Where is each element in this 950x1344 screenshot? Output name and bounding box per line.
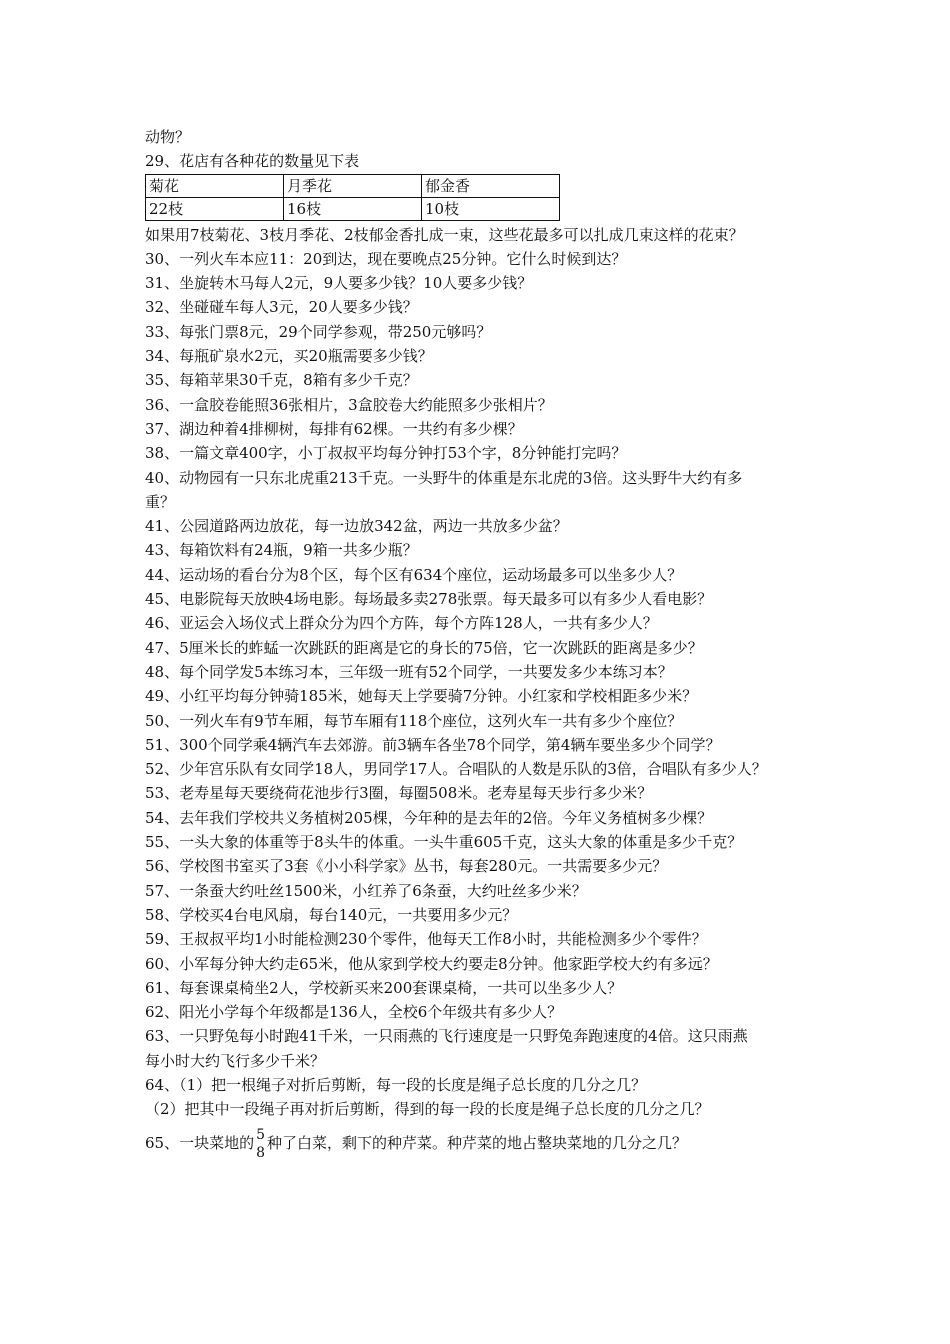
table-cell: 22枝 xyxy=(146,197,284,220)
question-line: （2）把其中一段绳子再对折后剪断，得到的每一段的长度是绳子总长度的几分之几？ xyxy=(145,1100,710,1119)
question-line: 56、学校图书室买了3套《小小科学家》丛书，每套280元。一共需要多少元？ xyxy=(145,857,668,876)
question-line: 49、小红平均每分钟骑185米，她每天上学要骑7分钟。小红家和学校相距多少米？ xyxy=(145,687,698,706)
question-line: 58、学校买4台电风扇，每台140元，一共要用多少元？ xyxy=(145,905,518,924)
table-header-cell: 郁金香 xyxy=(422,174,560,197)
question-line: 60、小军每分钟大约走65米，他从家到学校大约要走8分钟。他家距学校大约有多远？ xyxy=(145,954,718,973)
question-list xyxy=(145,223,825,1122)
fraction xyxy=(256,1126,265,1162)
question-line: 如果用7枝菊花、3枝月季花、2枝郁金香扎成一束，这些花最多可以扎成几束这样的花束？ xyxy=(145,225,744,244)
worksheet-content xyxy=(145,125,825,1162)
question-line: 33、每张门票8元，29个同学参观，带250元够吗？ xyxy=(145,322,492,341)
question-line: 45、电影院每天放映4场电影。每场最多卖278张票。每天最多可以有多少人看电影？ xyxy=(145,590,713,609)
question-line: 40、动物园有一只东北虎重213千克。一头野牛的体重是东北虎的3倍。这头野牛大约有多 xyxy=(145,468,743,487)
question-line: 54、去年我们学校共义务植树205棵，今年种的是去年的2倍。今年义务植树多少棵？ xyxy=(145,808,713,827)
continued-question-tail: 动物？ xyxy=(145,128,191,146)
table-cell: 16枝 xyxy=(284,197,422,220)
question-line: 53、老寿星每天要绕荷花池步行3圈，每圈508米。老寿星每天步行多少米？ xyxy=(145,784,653,803)
question-65 xyxy=(145,1126,825,1162)
question-line: 61、每套课桌椅坐2人，学校新买来200套课桌椅，一共可以坐多少人？ xyxy=(145,978,623,997)
question-line: 52、少年宫乐队有女同学18人，男同学17人。合唱队的人数是乐队的3倍，合唱队有多少人？ xyxy=(145,760,767,779)
question-line: 47、5厘米长的蚱蜢一次跳跃的距离是它的身长的75倍，它一次跳跃的距离是多少？ xyxy=(145,638,703,657)
question-line: 59、王叔叔平均1小时能检测230个零件，他每天工作8小时，共能检测多少个零件？ xyxy=(145,930,707,949)
fraction-numerator: 5 xyxy=(256,1126,266,1143)
question-29-title: 29、花店有各种花的数量见下表 xyxy=(145,152,360,171)
question-line: 46、亚运会入场仪式上群众分为四个方阵，每个方阵128人，一共有多少人？ xyxy=(145,614,658,633)
question-line: 48、每个同学发5本练习本，三年级一班有52个同学，一共要发多少本练习本？ xyxy=(145,662,673,681)
question-65-suffix: 种了白菜，剩下的种芹菜。种芹菜的地占整块菜地的几分之几？ xyxy=(267,1133,688,1152)
question-line: 63、一只野兔每小时跑41千米，一只雨燕的飞行速度是一只野兔奔跑速度的4倍。这只雨燕 xyxy=(145,1027,748,1046)
flower-count-table xyxy=(145,174,560,221)
table-cell: 10枝 xyxy=(422,197,560,220)
fraction-denominator: 8 xyxy=(256,1144,266,1161)
table-row xyxy=(146,174,560,197)
question-line: 31、坐旋转木马每人2元，9人要多少钱？10人要多少钱？ xyxy=(145,274,533,293)
question-line: 55、一头大象的体重等于8头牛的体重。一头牛重605千克，这头大象的体重是多少千克？ xyxy=(145,833,743,852)
question-line: 57、一条蚕大约吐丝1500米，小红养了6条蚕，大约吐丝多少米？ xyxy=(145,881,587,900)
question-line: 37、湖边种着4排柳树，每排有62棵。一共约有多少棵？ xyxy=(145,419,523,438)
question-line: 32、坐碰碰车每人3元，20人要多少钱？ xyxy=(145,298,418,317)
question-line: 34、每瓶矿泉水2元，买20瓶需要多少钱？ xyxy=(145,347,433,366)
question-65-prefix: 65、一块菜地的 xyxy=(145,1133,255,1152)
question-line: 30、一列火车本应11：20到达，现在要晚点25分钟。它什么时候到达？ xyxy=(145,249,627,268)
question-line: 每小时大约飞行多少千米？ xyxy=(145,1051,326,1070)
question-line: 64、（1）把一根绳子对折后剪断，每一段的长度是绳子总长度的几分之几？ xyxy=(145,1075,647,1094)
question-line: 43、每箱饮料有24瓶，9箱一共多少瓶？ xyxy=(145,541,418,560)
question-line: 51、300个同学乘4辆汽车去郊游。前3辆车各坐78个同学，第4辆车要坐多少个同学？ xyxy=(145,735,721,754)
question-line: 41、公园道路两边放花，每一边放342盆，两边一共放多少盆？ xyxy=(145,517,568,536)
table-row xyxy=(146,197,560,220)
question-line: 50、一列火车有9节车厢，每节车厢有118个座位，这列火车一共有多少个座位？ xyxy=(145,711,683,730)
table-header-cell: 菊花 xyxy=(146,174,284,197)
question-line: 36、一盒胶卷能照36张相片，3盒胶卷大约能照多少张相片？ xyxy=(145,395,553,414)
question-line: 44、运动场的看台分为8个区，每个区有634个座位，运动场最多可以坐多少人？ xyxy=(145,565,683,584)
question-line: 38、一篇文章400字，小丁叔叔平均每分钟打53个字，8分钟能打完吗？ xyxy=(145,444,627,463)
question-line: 35、每箱苹果30千克，8箱有多少千克？ xyxy=(145,371,418,390)
table-header-cell: 月季花 xyxy=(284,174,422,197)
question-line: 62、阳光小学每个年级都是136人，全校6个年级共有多少人？ xyxy=(145,1003,563,1022)
question-line: 重？ xyxy=(145,492,176,511)
